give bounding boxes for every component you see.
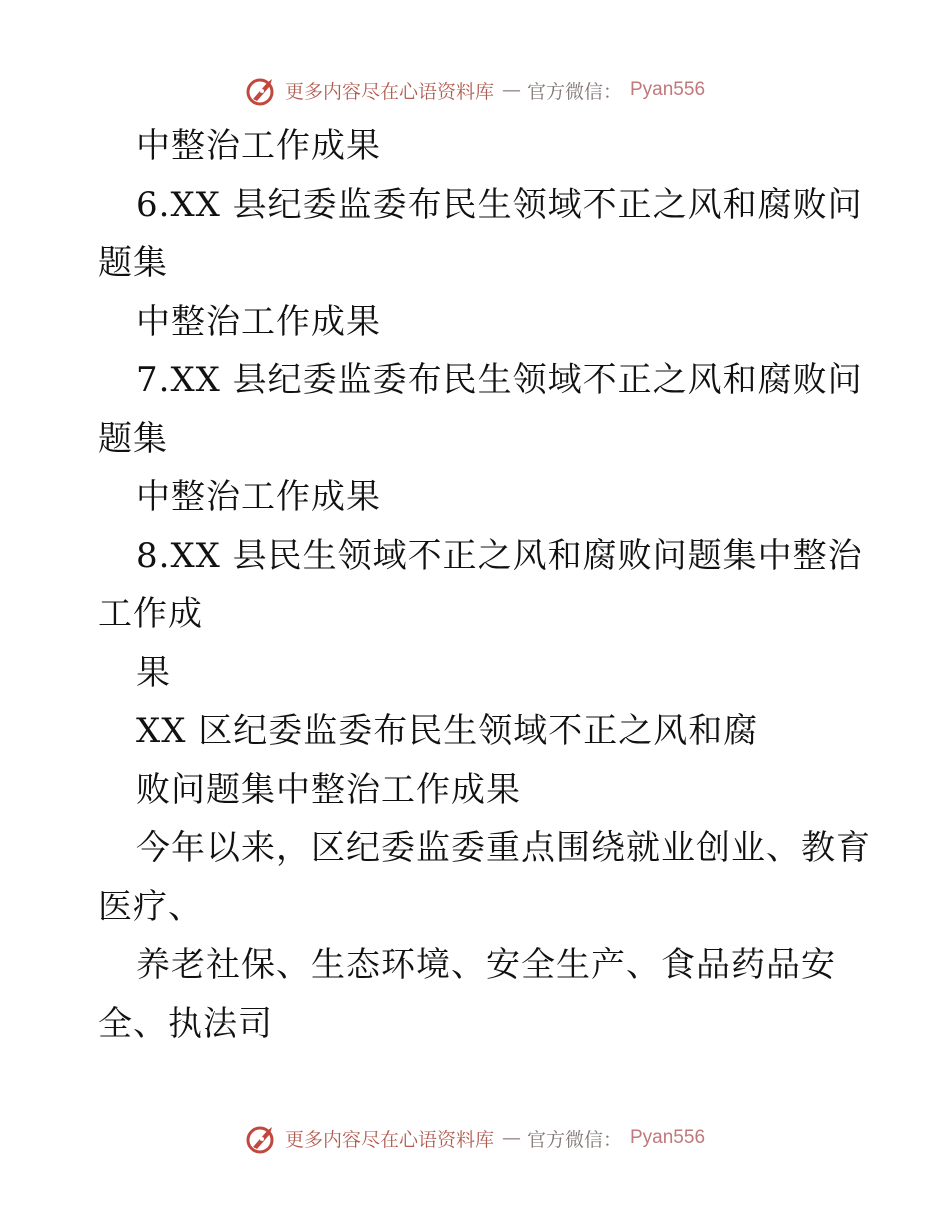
text-line: 全、执法司: [98, 1004, 273, 1044]
text-line: 果: [136, 653, 171, 693]
text-line: 中整治工作成果: [136, 477, 381, 517]
text-line: 败问题集中整治工作成果: [136, 770, 521, 810]
watermark-main-text: 更多内容尽在心语资料库: [284, 80, 494, 103]
text-line: 中整治工作成果: [136, 302, 381, 342]
watermark-separator: —: [501, 1127, 521, 1149]
text-line: 8.XX 县民生领域不正之风和腐败问题集中整治: [136, 536, 863, 576]
watermark-wechat-label: 官方微信：: [526, 1128, 622, 1151]
text-line: 6.XX 县纪委监委布民生领域不正之风和腐败问: [136, 185, 863, 225]
watermark-wechat-label: 官方微信：: [526, 80, 622, 103]
text-line: 工作成: [98, 594, 203, 634]
watermark-separator: —: [501, 79, 521, 101]
text-line: 医疗、: [98, 887, 203, 927]
text-line: XX 区纪委监委布民生领域不正之风和腐: [136, 711, 759, 751]
text-line: 题集: [98, 419, 168, 459]
pen-nib-logo-icon: [245, 1121, 279, 1155]
text-line: 中整治工作成果: [136, 126, 381, 166]
watermark-main-text: 更多内容尽在心语资料库: [284, 1128, 494, 1151]
pen-nib-logo-icon: [245, 73, 279, 107]
watermark-wechat-id: Pyan556: [630, 1127, 706, 1148]
footer-watermark: [0, 1118, 950, 1158]
header-watermark: [0, 70, 950, 110]
text-line: 7.XX 县纪委监委布民生领域不正之风和腐败问: [136, 360, 863, 400]
watermark-wechat-id: Pyan556: [630, 79, 706, 100]
text-line: 养老社保、生态环境、安全生产、食品药品安: [136, 945, 836, 985]
text-line: 今年以来，区纪委监委重点围绕就业创业、教育: [136, 828, 871, 868]
text-line: 题集: [98, 243, 168, 283]
